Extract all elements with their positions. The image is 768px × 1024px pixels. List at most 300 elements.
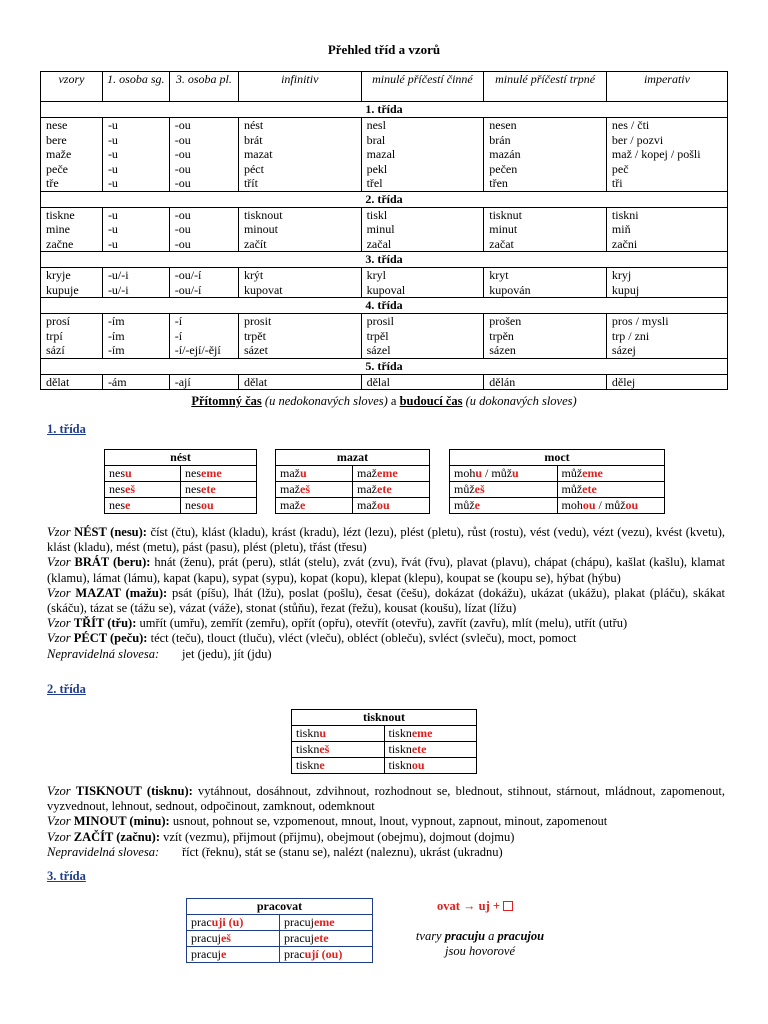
future-tense-label: budoucí čas [399, 394, 463, 408]
cell-line: -u [107, 207, 118, 222]
stem: nes [185, 466, 201, 480]
cell-line: -ou [174, 147, 191, 161]
conj-cell [105, 498, 181, 514]
table-row [450, 466, 665, 482]
ending: eš [319, 742, 330, 756]
table-row [105, 482, 257, 498]
ending: u [512, 466, 519, 480]
cell-line: -u/-i [107, 282, 129, 297]
cell-line: kryj [611, 268, 632, 282]
conj-cell [276, 498, 353, 514]
pattern-name: MINOUT (minu): [73, 814, 170, 829]
pattern-lead: Vzor [47, 829, 74, 844]
column-header: 1. osoba sg. [102, 72, 169, 102]
stem: maž [280, 482, 300, 496]
cell-line: -ím [107, 328, 125, 343]
pattern-verbs: psát (píšu), lhát (lžu), poslat (pošlu), česat (češu), dokázat (dokážu), ukázat (ukážu), plakat (pláču), skákat (skáču), tázat se (tážu se), vázat (váže), stonat (stůňu), řezat (řežu), kousat (koušu), lízat (lížu) [47, 585, 725, 616]
cell-line: kryl [366, 268, 386, 282]
ending: ete [201, 482, 216, 496]
cell-line: mine [46, 222, 70, 236]
pattern-line [47, 647, 725, 662]
pattern-lead: Vzor [47, 616, 74, 631]
conj-cell [280, 947, 373, 963]
pattern-lead: Vzor [47, 631, 74, 646]
ending: ou [582, 498, 596, 512]
stem: můž [454, 482, 475, 496]
table-cell [238, 374, 361, 390]
conjugation-table-nest [104, 449, 257, 514]
cell-line: -ou [174, 176, 191, 190]
table-row [187, 931, 373, 947]
class-rows [41, 207, 728, 252]
cell-line: třít [243, 176, 258, 190]
cell-line: kryje [46, 268, 71, 282]
table-row [276, 482, 430, 498]
conj-header-row [450, 450, 665, 466]
cell-line: prosit [243, 314, 272, 328]
class-2-paragraph [47, 784, 725, 860]
cell-line: krýt [243, 268, 264, 282]
pattern-line [47, 586, 725, 616]
cell-line: začal [366, 236, 392, 251]
cell-line: sází [46, 343, 65, 357]
conj-cell [181, 466, 257, 482]
class-label: 4. třída [41, 298, 728, 314]
ending: ou [411, 758, 425, 772]
cell-line: kupuj [611, 282, 640, 297]
stem: tiskn [296, 758, 320, 772]
class-header-row [41, 298, 728, 314]
stem: / můž [595, 498, 626, 512]
conj-title: mazat [276, 450, 430, 466]
cell-line: -ou [174, 207, 191, 222]
ending: eme [377, 466, 398, 480]
stem: moh [561, 498, 583, 512]
column-header: minulé příčestí činné [361, 72, 484, 102]
conj-cell [292, 758, 385, 774]
conj-cell [105, 466, 181, 482]
cell-line: pečen [489, 161, 518, 176]
cell-line: dělat [243, 374, 268, 389]
table-cell [169, 374, 238, 390]
class-label: 3. třída [41, 252, 728, 268]
pattern-name: MAZAT (mažu): [75, 585, 168, 600]
conj-cell [384, 742, 477, 758]
cell-line: maž / kopej / pošli [611, 147, 701, 161]
ending: e [220, 947, 227, 961]
cell-line: dělán [489, 374, 516, 389]
ending: u [475, 466, 483, 480]
cell-line: začat [489, 236, 514, 251]
cell-line: nes / čti [611, 118, 650, 132]
conj-cell [187, 915, 280, 931]
column-header: infinitiv [238, 72, 361, 102]
conj-cell [353, 482, 430, 498]
conjugation-table-tisknout [291, 709, 477, 774]
pattern-lead: Vzor [47, 525, 75, 539]
conj-cell [276, 466, 353, 482]
ending: e [474, 498, 480, 512]
pattern-lead: Vzor [47, 585, 76, 600]
class-header-row [41, 191, 728, 207]
cell-line: minut [489, 222, 518, 236]
stem: / můž [482, 466, 513, 480]
ending: ou [201, 498, 214, 512]
ovat-rule-text: ovat → uj + [437, 899, 501, 913]
stem: můž [561, 466, 583, 480]
table-cell [484, 268, 607, 298]
pattern-lead: Nepravidelná slovesa: [47, 646, 160, 661]
ending: eme [582, 466, 603, 480]
table-row [187, 947, 373, 963]
conj-cell [181, 482, 257, 498]
pattern-name: ZAČÍT (začnu): [73, 829, 160, 844]
stem: tiskn [388, 758, 412, 772]
note-part-e: jsou hovorové [444, 944, 515, 958]
cell-line: -ají [174, 374, 191, 389]
conj-cell [353, 466, 430, 482]
pattern-verbs: vytáhnout, dosáhnout, zdvihnout, rozhodnout se, blednout, stihnout, stárnout, mládnout, zapomenout, vyzvednout, lehnout, sednout, odpočinout, zamknout, odemknout [47, 784, 725, 814]
cell-line: miň [611, 222, 631, 236]
pattern-verbs: číst (čtu), klást (kladu), krást (kradu), lézt (lezu), plést (pletu), růst (rostu), vést (vedu), vézt (vezu), kvést (kvetu), klást (kladu), mést (metu), pást (pasu), plést (pletu), třást (třesu) [47, 525, 725, 555]
pattern-verbs: říct (řeknu), stát se (stanu se), nalézt (naleznu), ukrást (ukradnu) [182, 844, 503, 859]
cell-line: bere [46, 132, 67, 147]
stem: maž [357, 482, 377, 496]
pattern-line [47, 555, 725, 585]
pattern-line [47, 616, 725, 631]
cell-line: -ou [174, 236, 191, 251]
cell-line: trpí [46, 328, 63, 343]
pattern-line [47, 830, 725, 845]
cell-line: tiskl [366, 207, 388, 222]
cell-line: -ám [107, 374, 127, 389]
stem: nes [185, 498, 201, 512]
column-header: minulé příčestí trpné [484, 72, 607, 102]
table-row [450, 482, 665, 498]
pattern-line [47, 814, 725, 829]
cell-line: -u [107, 118, 118, 132]
ending: eš [474, 482, 485, 496]
column-header: imperativ [606, 72, 727, 102]
ending: e [319, 758, 325, 772]
table-cell [169, 118, 238, 192]
cell-line: pekl [366, 161, 388, 176]
stem: nes [185, 482, 201, 496]
cell-line: -ou [174, 132, 191, 147]
stem: nes [109, 482, 125, 496]
column-header: 3. osoba pl. [169, 72, 238, 102]
pattern-line [47, 525, 725, 555]
conj-cell [450, 482, 558, 498]
ending: e [125, 498, 131, 512]
conj-cell [292, 742, 385, 758]
stem: maž [357, 466, 377, 480]
pattern-name: NÉST (nesu): [74, 525, 147, 539]
tense-subtitle [0, 394, 768, 409]
cell-line: -í [174, 328, 183, 343]
cell-line: -ou [174, 161, 191, 176]
cell-line: brán [489, 132, 511, 147]
table-row [276, 466, 430, 482]
table-cell [169, 207, 238, 252]
cell-line: prosil [366, 314, 394, 328]
conj-cell [557, 482, 665, 498]
cell-line: -í/-ejí/-ějí [174, 343, 221, 357]
ending: ete [377, 482, 392, 496]
class-1-paragraph [47, 525, 725, 662]
table-cell [238, 207, 361, 252]
conj-cell [557, 498, 665, 514]
class-rows [41, 374, 728, 390]
stem: pracuj [284, 931, 314, 945]
cell-line: prošen [489, 314, 522, 328]
colloquial-note [400, 929, 560, 959]
pattern-lead: Vzor [47, 555, 75, 570]
table-cell [41, 268, 103, 298]
class-header-row [41, 102, 728, 118]
conj-header-row [292, 710, 477, 726]
class-label: 5. třída [41, 358, 728, 374]
cell-line: začít [243, 236, 267, 251]
cell-line: trp / zni [611, 328, 650, 343]
section-heading-class-2: 2. třída [47, 682, 86, 696]
stem: pracuj [284, 915, 314, 929]
ending: eš [125, 482, 135, 496]
cell-line: -u [107, 132, 118, 147]
conj-cell [280, 931, 373, 947]
pattern-verbs: umřít (umřu), zemřít (zemřu), opřít (opřu), otevřít (otevřu), zavřít (zavřu), mlít (melu), utřít (utřu) [136, 616, 628, 631]
conj-cell [276, 482, 353, 498]
conj-cell [450, 466, 558, 482]
cell-line: nesl [366, 118, 386, 132]
cell-line: -ím [107, 314, 125, 328]
class-rows [41, 268, 728, 298]
stem: nes [109, 466, 125, 480]
stem: můž [561, 482, 583, 496]
pattern-line [47, 631, 725, 646]
table-cell [361, 118, 484, 192]
table-cell [361, 374, 484, 390]
conj-title: moct [450, 450, 665, 466]
ending: eme [411, 726, 433, 740]
ending: e [300, 498, 306, 512]
conj-title: pracovat [187, 899, 373, 915]
cell-line: mazat [243, 147, 273, 161]
ending: ete [411, 742, 427, 756]
conj-header-row [187, 899, 373, 915]
table-cell [484, 118, 607, 192]
overview-table [40, 71, 728, 390]
class-label: 2. třída [41, 191, 728, 207]
present-tense-label: Přítomný čas [191, 394, 262, 408]
cell-line: minout [243, 222, 278, 236]
table-cell [238, 314, 361, 359]
cell-line: kupuje [46, 282, 79, 297]
cell-line: ber / pozvi [611, 132, 664, 147]
cell-line: třel [366, 176, 383, 190]
ending: ete [313, 931, 329, 945]
cell-line: tisknut [489, 207, 522, 222]
table-cell [41, 207, 103, 252]
cell-line: nese [46, 118, 68, 132]
ending: ují (ou) [304, 947, 343, 961]
cell-line: začne [46, 236, 74, 251]
pattern-name: BRÁT (beru): [74, 555, 151, 570]
table-cell [361, 207, 484, 252]
ending: eš [220, 931, 231, 945]
cell-line: kupoval [366, 282, 406, 297]
stem: nes [109, 498, 125, 512]
conj-cell [292, 726, 385, 742]
conj-cell [384, 726, 477, 742]
ending: uji (u) [211, 915, 244, 929]
table-cell [41, 374, 103, 390]
stem: prac [284, 947, 305, 961]
stem: tiskn [388, 726, 412, 740]
stem: tiskn [296, 726, 320, 740]
ending: eš [300, 482, 310, 496]
cell-line: -ou/-í [174, 268, 202, 282]
cell-line: sázej [611, 343, 636, 357]
table-cell [169, 268, 238, 298]
table-cell [102, 268, 169, 298]
stem: maž [280, 498, 300, 512]
stem: moh [454, 466, 476, 480]
table-cell [606, 118, 727, 192]
cell-line: -u [107, 176, 118, 190]
cell-line: brát [243, 132, 263, 147]
stem: tiskn [296, 742, 320, 756]
table-cell [606, 268, 727, 298]
cell-line: trpět [243, 328, 266, 343]
cell-line: bral [366, 132, 386, 147]
empty-box-icon [503, 901, 513, 911]
cell-line: -ím [107, 343, 125, 357]
stem: pracuj [191, 931, 221, 945]
note-part-c: a [485, 929, 498, 943]
cell-line: peče [46, 161, 68, 176]
table-cell [484, 207, 607, 252]
cell-line: dělal [366, 374, 390, 389]
cell-line: nesen [489, 118, 517, 132]
cell-line: pros / mysli [611, 314, 669, 328]
section-heading-class-1: 1. třída [47, 422, 86, 436]
conjugation-table-mazat [275, 449, 430, 514]
pattern-verbs: hnát (ženu), prát (peru), stlát (stelu), zvát (zvu), řvát (řvu), plavat (plavu), chápat (chápu), kašlat (kašlu), klamat (klamu), lámat (lámu), kapat (kapu), sypat (sypu), kopat (kopu), klepat (klepu), koupat se (koupu se), hýbat (hýbu) [47, 555, 725, 585]
pattern-lead: Nepravidelná slovesa: [47, 844, 160, 859]
cell-line: tiskne [46, 207, 75, 222]
stem: můž [454, 498, 475, 512]
cell-line: -ou [174, 118, 191, 132]
class-rows [41, 314, 728, 359]
table-cell [361, 314, 484, 359]
stem: maž [280, 466, 300, 480]
conj-cell [187, 947, 280, 963]
column-header: vzory [41, 72, 103, 102]
note-part-a: tvary [415, 929, 445, 943]
cell-line: kryt [489, 268, 509, 282]
table-cell [102, 374, 169, 390]
subtitle-conjunction: a [387, 394, 400, 408]
cell-line: -ou [174, 222, 191, 236]
pattern-name: TŘÍT (třu): [73, 616, 137, 631]
note-form-pracujou: pracujou [497, 929, 545, 943]
pattern-verbs: jet (jedu), jít (jdu) [182, 646, 272, 661]
table-row [450, 498, 665, 514]
cell-line: trpěn [489, 328, 514, 343]
page-title: Přehled tříd a vzorů [327, 42, 441, 57]
class-header-row [41, 252, 728, 268]
table-cell [238, 268, 361, 298]
cell-line: sázen [489, 343, 516, 357]
cell-line: -u [107, 161, 118, 176]
overview-body [41, 102, 728, 390]
cell-line: tiskni [611, 207, 639, 222]
ending: u [300, 466, 307, 480]
conj-cell [353, 498, 430, 514]
conj-cell [280, 915, 373, 931]
cell-line: maže [46, 147, 72, 161]
cell-line: prosí [46, 314, 70, 328]
pattern-lead: Vzor [47, 784, 76, 798]
conj-cell [557, 466, 665, 482]
cell-line: tři [611, 176, 623, 190]
table-cell [606, 374, 727, 390]
cell-line: třen [489, 176, 508, 190]
cell-line: mazán [489, 147, 521, 161]
conj-cell [450, 498, 558, 514]
table-cell [41, 118, 103, 192]
class-label: 1. třída [41, 102, 728, 118]
conj-cell [105, 482, 181, 498]
table-cell [606, 314, 727, 359]
table-cell [606, 207, 727, 252]
table-cell [102, 207, 169, 252]
table-cell [484, 314, 607, 359]
table-row [105, 466, 257, 482]
future-tense-note: (u dokonavých sloves) [462, 394, 577, 408]
stem: pracuj [191, 947, 221, 961]
cell-line: tře [46, 176, 59, 190]
conjugation-table-pracovat [186, 898, 373, 963]
conj-header-row [276, 450, 430, 466]
class-header-row [41, 358, 728, 374]
pattern-verbs: usnout, pohnout se, vzpomenout, mnout, lnout, vypnout, zapnout, minout, zapomenout [169, 814, 608, 829]
cell-line: -u/-i [107, 268, 129, 282]
pattern-lead: Vzor [47, 814, 74, 829]
ovat-rule [437, 899, 513, 914]
cell-line: nést [243, 118, 264, 132]
stem: prac [191, 915, 212, 929]
ending: eme [201, 466, 222, 480]
cell-line: -í [174, 314, 183, 328]
cell-line: -u [107, 236, 118, 251]
pattern-verbs: vzít (vezmu), přijmout (přijmu), obejmout (obejmu), dojmout (dojmu) [159, 829, 515, 844]
table-cell [484, 374, 607, 390]
pattern-line [47, 845, 725, 860]
table-cell [169, 314, 238, 359]
ending: ou [377, 498, 390, 512]
conj-title: nést [105, 450, 257, 466]
table-row [292, 726, 477, 742]
table-row [276, 498, 430, 514]
cell-line: -u [107, 147, 118, 161]
cell-line: tisknout [243, 207, 283, 222]
cell-line: kupovat [243, 282, 283, 297]
pattern-name: PÉCT (peču): [73, 631, 148, 646]
ending: u [125, 466, 132, 480]
stem: maž [357, 498, 377, 512]
